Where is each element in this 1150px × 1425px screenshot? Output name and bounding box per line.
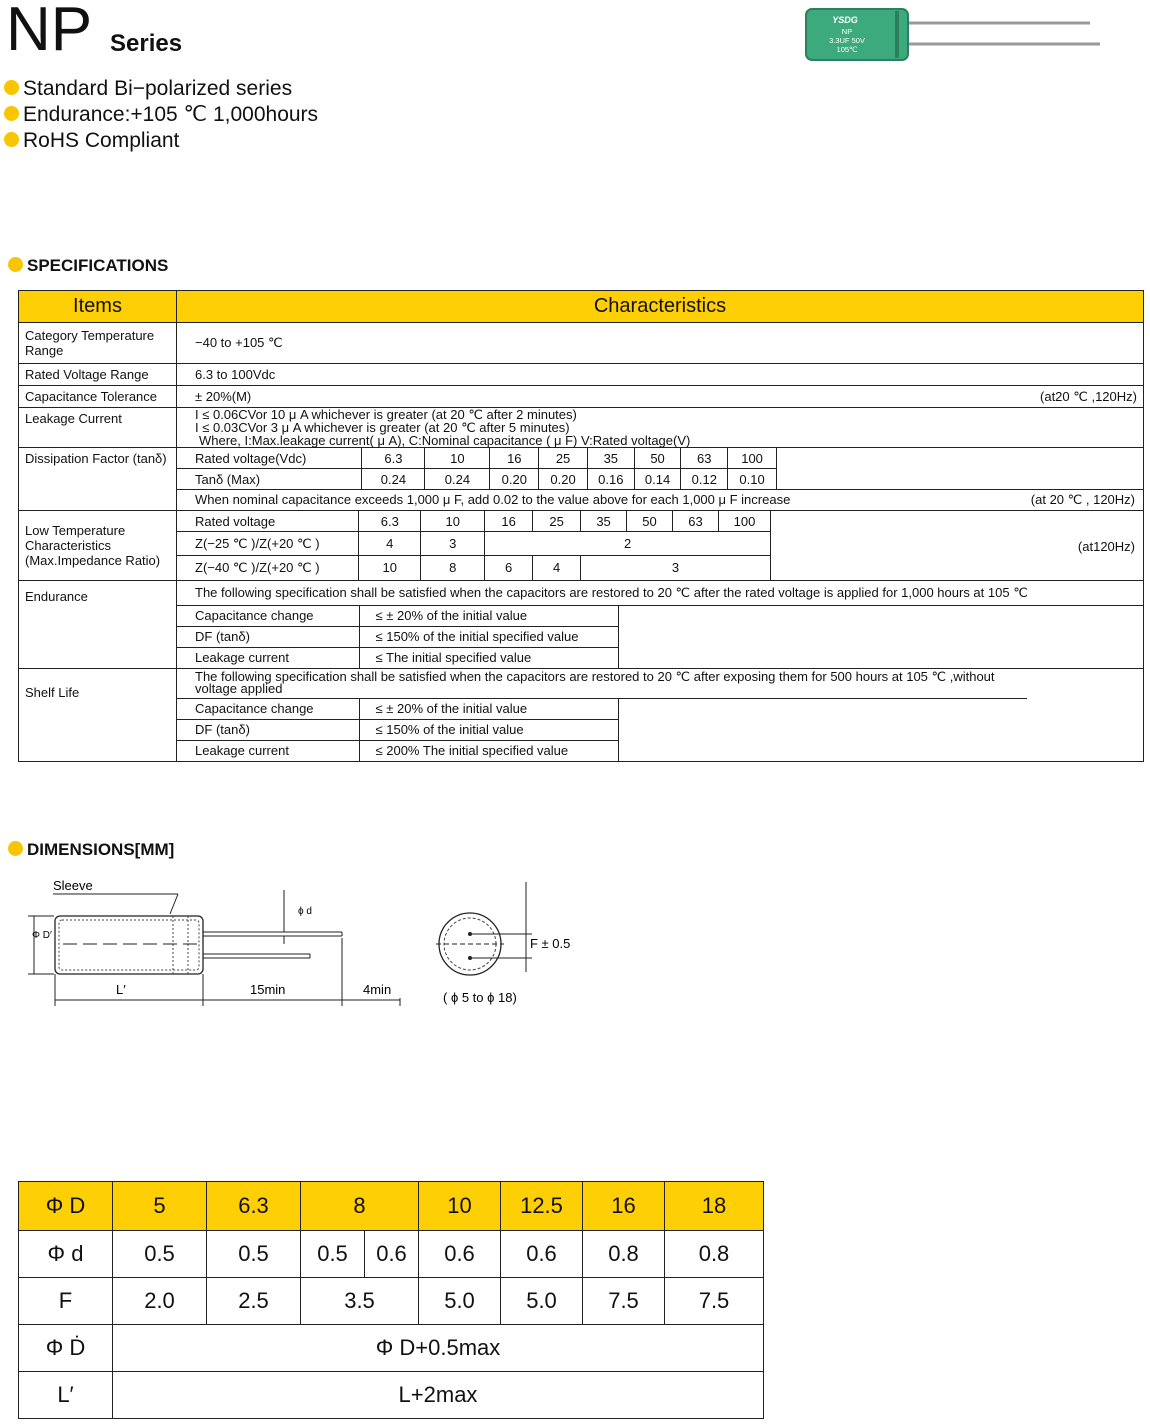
svg-text:4min: 4min bbox=[363, 982, 392, 997]
dim-row-label: F bbox=[19, 1278, 113, 1325]
dim-cell: 2.0 bbox=[113, 1278, 207, 1325]
svg-text:L′: L′ bbox=[116, 982, 126, 997]
svg-text:Φ D′: Φ D′ bbox=[32, 930, 52, 941]
voltage-cell: 35 bbox=[587, 448, 634, 469]
voltage-cell: 50 bbox=[634, 448, 681, 469]
item-label: Rated Voltage Range bbox=[19, 364, 177, 386]
condition-note: (at20 ℃ ,120Hz) bbox=[1040, 388, 1137, 404]
feature-item: Endurance:+105 ℃ 1,000hours bbox=[4, 102, 318, 128]
item-label: Dissipation Factor (tanδ) bbox=[19, 448, 177, 511]
bullet-icon bbox=[4, 80, 19, 95]
dim-header-cell: 16 bbox=[583, 1182, 665, 1231]
tan-cell: 0.24 bbox=[362, 469, 425, 490]
svg-text:ϕ d: ϕ d bbox=[298, 906, 312, 917]
shelf-table: Capacitance change ≤ ± 20% of the initial value DF (tanδ) ≤ 150% of the initial value Leakage current ≤ 200% The initial specified value bbox=[177, 699, 619, 761]
item-value: 6.3 to 100Vdc bbox=[177, 364, 1144, 386]
dim-row-label: Φ Ḋ bbox=[19, 1325, 113, 1372]
item-label: Leakage Current bbox=[19, 408, 177, 448]
leakage-formula: I ≤ 0.06CVor 10 μ A whichever is greater (at 20 ℃ after 2 minutes) I ≤ 0.03CVor 3 μ A whichever is greater (at 20 ℃ after 5 minutes) Where, I:Max.leakage current( μ A), C:Nominal capacitance ( μ F) V:Rated voltage(V) bbox=[177, 408, 1144, 448]
series-label: Series bbox=[110, 30, 183, 57]
tan-cell: 0.20 bbox=[539, 469, 588, 490]
condition-note: (at 20 ℃ , 120Hz) bbox=[1030, 492, 1135, 507]
shelf-desc: The following specification shall be satisfied when the capacitors are restored to 20 ℃ after exposing them for 500 hours at 105 ℃ ,without voltage applied bbox=[177, 669, 1027, 699]
feature-item: Standard Bi−polarized series bbox=[4, 76, 292, 102]
dim-cell: 0.5 bbox=[301, 1231, 365, 1278]
item-label: Category Temperature Range bbox=[19, 323, 177, 364]
dim-header-cell: 12.5 bbox=[501, 1182, 583, 1231]
dim-cell: L+2max bbox=[113, 1372, 764, 1419]
voltage-cell: 100 bbox=[718, 511, 770, 532]
dim-cell: 3.5 bbox=[301, 1278, 419, 1325]
dim-cell: 0.8 bbox=[665, 1231, 764, 1278]
dim-cell: Φ D+0.5max bbox=[113, 1325, 764, 1372]
tan-cell: 0.24 bbox=[425, 469, 490, 490]
dim-header-cell: 6.3 bbox=[207, 1182, 301, 1231]
voltage-cell: 50 bbox=[627, 511, 673, 532]
item-label: Low Temperature Characteristics (Max.Impedance Ratio) bbox=[19, 511, 177, 581]
dimensions-table bbox=[18, 1181, 764, 1419]
col-header-characteristics: Characteristics bbox=[177, 291, 1144, 323]
svg-text:3.3UF 50V: 3.3UF 50V bbox=[829, 36, 865, 45]
dim-cell: 0.6 bbox=[365, 1231, 419, 1278]
svg-text:Sleeve: Sleeve bbox=[53, 878, 93, 893]
dimensions-heading: DIMENSIONS[MM] bbox=[8, 840, 174, 860]
dim-cell: 0.6 bbox=[419, 1231, 501, 1278]
voltage-cell: 35 bbox=[581, 511, 627, 532]
dimension-drawing bbox=[18, 872, 598, 1022]
svg-text:NP: NP bbox=[841, 27, 853, 36]
voltage-cell: 10 bbox=[421, 511, 485, 532]
dim-cell: 0.5 bbox=[113, 1231, 207, 1278]
voltage-cell: 63 bbox=[673, 511, 719, 532]
voltage-cell: 100 bbox=[728, 448, 777, 469]
item-value: −40 to +105 ℃ bbox=[177, 323, 1144, 364]
dim-cell: 0.5 bbox=[207, 1231, 301, 1278]
dim-header-label: Φ D bbox=[19, 1182, 113, 1231]
tan-cell: 0.14 bbox=[634, 469, 681, 490]
tan-cell: 0.12 bbox=[681, 469, 728, 490]
specifications-table bbox=[18, 290, 1144, 762]
svg-text:( ϕ 5 to ϕ 18): ( ϕ 5 to ϕ 18) bbox=[443, 990, 517, 1005]
tan-cell: 0.20 bbox=[490, 469, 539, 490]
feature-item: RoHS Compliant bbox=[4, 128, 179, 154]
voltage-cell: 16 bbox=[485, 511, 533, 532]
endurance-table: Capacitance change ≤ ± 20% of the initial value DF (tanδ) ≤ 150% of the initial specified value Leakage current ≤ The initial specified value bbox=[177, 606, 619, 668]
voltage-cell: 6.3 bbox=[362, 448, 425, 469]
voltage-cell: 16 bbox=[490, 448, 539, 469]
item-label: Capacitance Tolerance bbox=[19, 386, 177, 408]
series-code: NP bbox=[6, 0, 93, 64]
bullet-icon bbox=[8, 257, 23, 272]
low-temp-table: Rated voltage 6.3 10 16 25 35 50 63 100 Z(−25 ℃ )/Z(+20 ℃ ) 4 3 2 Z(−40 ℃ )/Z(+20 ℃ ) 10 8 6 4 3 bbox=[177, 511, 771, 580]
tan-cell: 0.10 bbox=[728, 469, 777, 490]
dim-cell: 5.0 bbox=[419, 1278, 501, 1325]
dim-header-cell: 5 bbox=[113, 1182, 207, 1231]
tan-cell: 0.16 bbox=[587, 469, 634, 490]
voltage-cell: 10 bbox=[425, 448, 490, 469]
item-label: Shelf Life bbox=[19, 668, 177, 761]
item-value: ± 20%(M) (at20 ℃ ,120Hz) bbox=[177, 386, 1144, 408]
svg-text:YSDG: YSDG bbox=[832, 15, 858, 25]
dim-row-label: L′ bbox=[19, 1372, 113, 1419]
voltage-cell: 6.3 bbox=[359, 511, 421, 532]
df-note: When nominal capacitance exceeds 1,000 μ F, add 0.02 to the value above for each 1,000 μ F increase bbox=[195, 492, 791, 507]
svg-text:F ± 0.5: F ± 0.5 bbox=[530, 936, 571, 951]
endurance-desc: The following specification shall be satisfied when the capacitors are restored to 20 ℃ after the rated voltage is applied for 1,000 hours at 105 ℃ bbox=[177, 581, 1143, 606]
voltage-cell: 25 bbox=[539, 448, 588, 469]
voltage-cell: 25 bbox=[533, 511, 581, 532]
specifications-heading: SPECIFICATIONS bbox=[8, 256, 168, 276]
item-label: Endurance bbox=[19, 580, 177, 668]
dim-header-cell: 8 bbox=[301, 1182, 419, 1231]
capacitor-image bbox=[800, 6, 1110, 66]
dim-cell: 7.5 bbox=[665, 1278, 764, 1325]
dim-header-cell: 18 bbox=[665, 1182, 764, 1231]
dim-cell: 0.8 bbox=[583, 1231, 665, 1278]
svg-text:15min: 15min bbox=[250, 982, 286, 997]
dim-cell: 5.0 bbox=[501, 1278, 583, 1325]
dim-header-cell: 10 bbox=[419, 1182, 501, 1231]
svg-text:105℃: 105℃ bbox=[836, 45, 858, 54]
bullet-icon bbox=[4, 106, 19, 121]
dim-cell: 7.5 bbox=[583, 1278, 665, 1325]
condition-note: (at120Hz) bbox=[1077, 539, 1135, 554]
bullet-icon bbox=[8, 841, 23, 856]
dim-row-label: Φ d bbox=[19, 1231, 113, 1278]
col-header-items: Items bbox=[19, 291, 177, 323]
dim-cell: 0.6 bbox=[501, 1231, 583, 1278]
dissipation-table: Rated voltage(Vdc) 6.3 10 16 25 35 50 63 100 Tanδ (Max) 0.24 0.24 0.20 0.20 0.16 0.14 0.12 0.10 bbox=[177, 448, 777, 489]
voltage-cell: 63 bbox=[681, 448, 728, 469]
bullet-icon bbox=[4, 132, 19, 147]
dim-cell: 2.5 bbox=[207, 1278, 301, 1325]
